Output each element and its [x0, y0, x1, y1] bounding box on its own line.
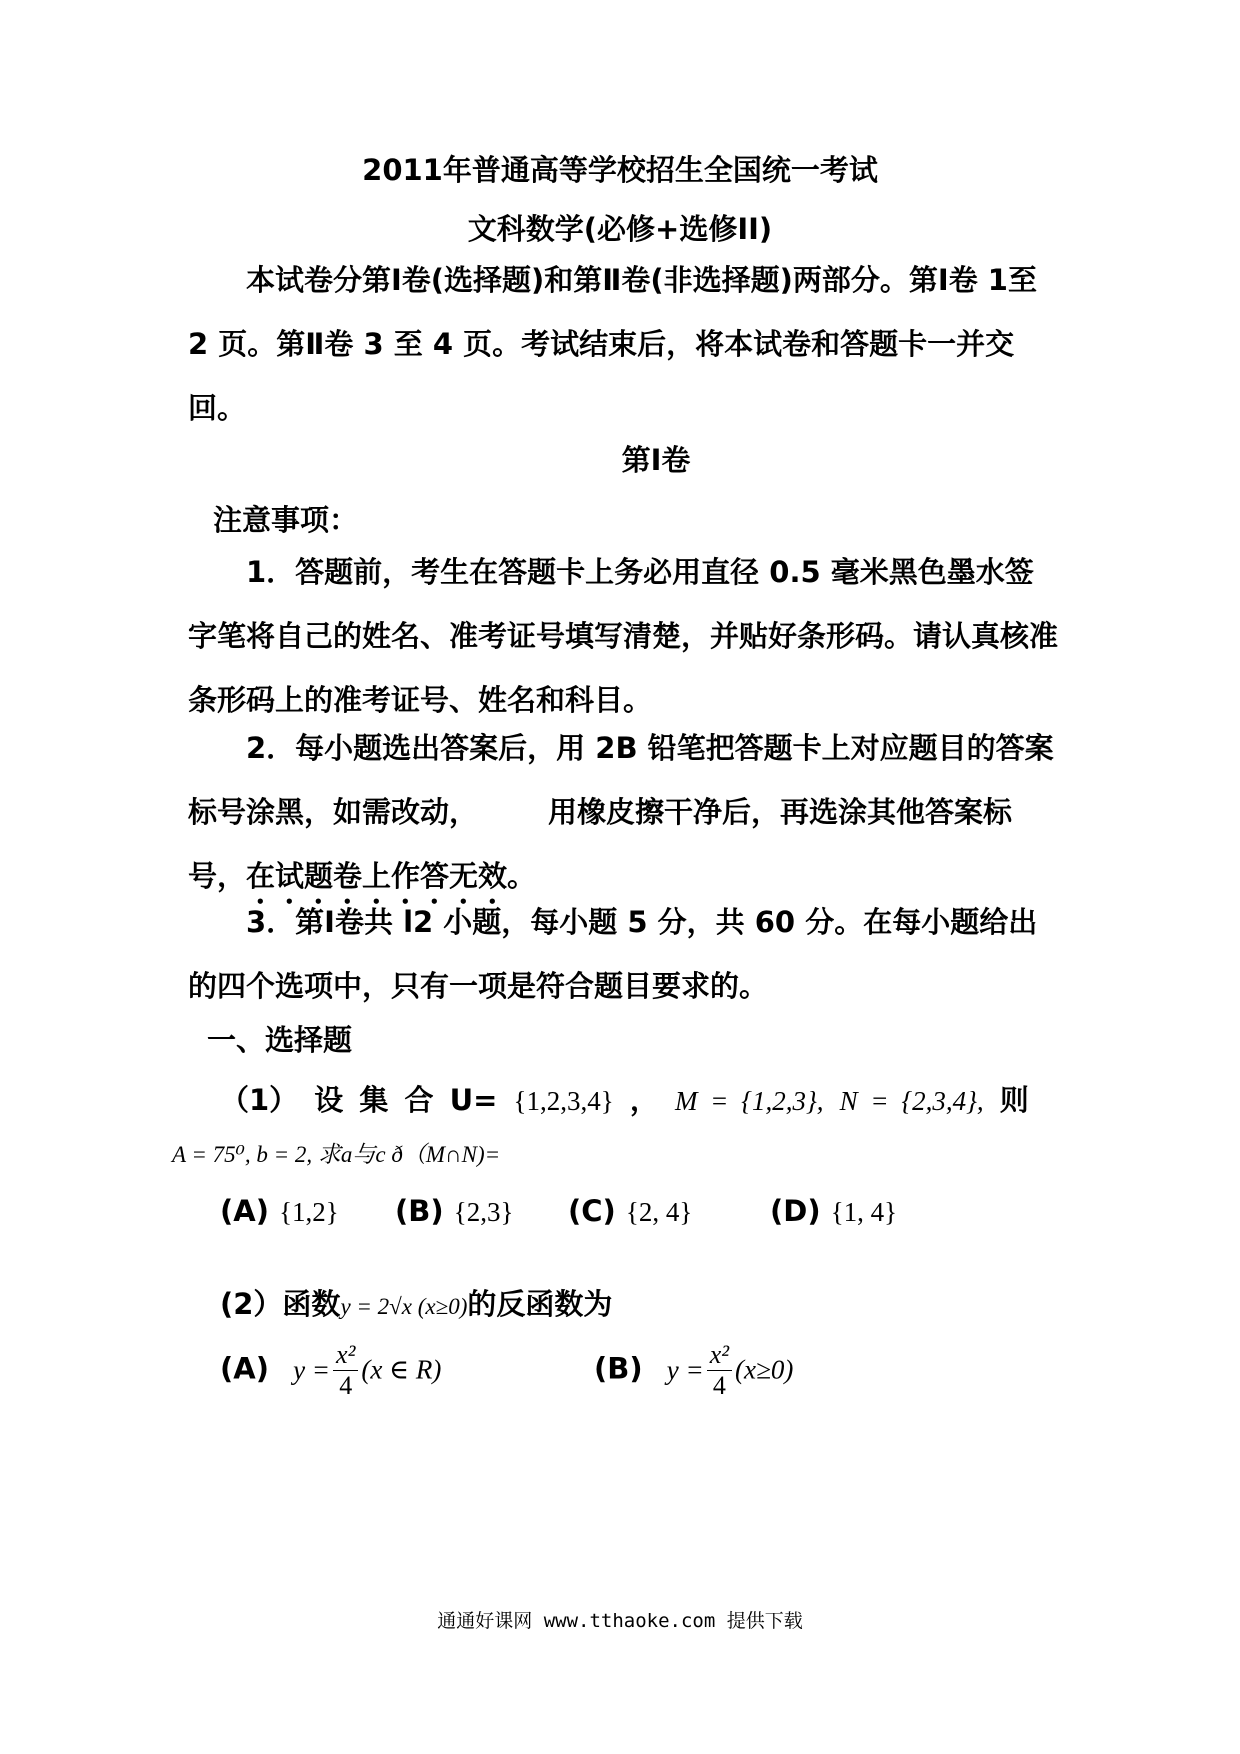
q1-option-d-label: (D)	[770, 1194, 821, 1228]
page-title: 2011年普通高等学校招生全国统一考试	[362, 153, 878, 187]
q1-option-b	[395, 1194, 513, 1228]
note-3: 3．第Ⅰ卷共 l2 小题，每小题 5 分，共 60 分。在每小题给出的四个选项中，只有一项是符合题目要求的。	[188, 905, 1038, 1003]
q2-option-a-lhs: y =	[293, 1354, 331, 1385]
q1-separator: ，	[629, 1083, 659, 1117]
q1-option-c	[568, 1194, 692, 1228]
note-2-end: 。	[507, 859, 537, 893]
q2-option-a-label: (A)	[220, 1351, 269, 1386]
q1-m-set: M = {1,2,3},	[674, 1086, 824, 1116]
q2-option-b-numerator: x²	[707, 1340, 732, 1371]
q1-option-d-value: {1, 4}	[830, 1197, 898, 1227]
q2-option-b-lhs: y =	[666, 1354, 704, 1385]
q1-option-d	[770, 1194, 897, 1228]
q1-n-set: N = {2,3,4},	[839, 1086, 984, 1116]
q2-option-b-label: (B)	[594, 1351, 643, 1386]
q1-second-line: A = 75⁰, b = 2, 求a与c ð（M∩N)=	[172, 1142, 501, 1167]
q2-option-a	[220, 1340, 441, 1401]
note-1: 1．答题前，考生在答题卡上务必用直径 0.5 毫米黑色墨水签字笔将自己的姓名、准考证号填写清楚，并贴好条形码。请认真核准条形码上的准考证号、姓名和科目。	[188, 555, 1059, 717]
note-2	[188, 716, 1058, 911]
q1-option-a-label: (A)	[220, 1194, 269, 1228]
q2-option-b	[594, 1340, 793, 1401]
q2-option-a-numerator: x²	[333, 1340, 358, 1371]
question-1	[220, 1078, 1029, 1119]
part-heading: 一、选择题	[207, 1023, 353, 1057]
q1-then: 则	[999, 1083, 1029, 1117]
page-subtitle: 文科数学(必修+选修II)	[467, 212, 773, 246]
q1-option-c-value: {2, 4}	[625, 1197, 693, 1227]
q2-option-b-denominator: 4	[712, 1371, 726, 1400]
q2-tail: 的反函数为	[467, 1287, 613, 1321]
q2-function: y = 2√x (x≥0)	[340, 1294, 468, 1319]
q2-option-b-fraction	[707, 1340, 732, 1401]
q1-option-a-value: {1,2}	[279, 1197, 339, 1227]
section-heading: 第Ⅰ卷	[621, 443, 691, 477]
notes-heading: 注意事项：	[213, 503, 359, 537]
q1-option-a	[220, 1194, 339, 1228]
note-2-emphasis: 在试题卷上作答无效	[246, 859, 508, 893]
q1-option-b-value: {2,3}	[453, 1197, 514, 1227]
q2-option-a-fraction	[333, 1340, 358, 1401]
note-2-part-b: 用橡皮擦干净后，再选涂其他答案标号，	[188, 795, 1013, 893]
question-2	[220, 1282, 612, 1323]
q1-u-set: {1,2,3,4}	[513, 1086, 614, 1116]
page-footer: 通通好课网 www.tthaoke.com 提供下载	[437, 1610, 803, 1632]
q2-option-a-denominator: 4	[339, 1371, 353, 1400]
intro-paragraph: 本试卷分第Ⅰ卷(选择题)和第Ⅱ卷(非选择题)两部分。第Ⅰ卷 1至 2 页。第Ⅱ卷 3 至 4 页。考试结束后，将本试卷和答题卡一并交回。	[188, 263, 1037, 425]
note-2-part-a: 2．每小题选出答案后，用 2B 铅笔把答题卡上对应题目的答案标号涂黑，如需改动，	[188, 731, 1054, 829]
q2-option-b-condition: (x≥0)	[735, 1354, 794, 1385]
q2-lead: (2）函数	[220, 1287, 341, 1321]
q1-option-b-label: (B)	[395, 1194, 444, 1228]
q1-option-c-label: (C)	[568, 1194, 616, 1228]
q2-option-a-condition: (x ∈ R)	[361, 1354, 442, 1385]
q1-lead: （1） 设 集 合 U=	[220, 1083, 498, 1117]
